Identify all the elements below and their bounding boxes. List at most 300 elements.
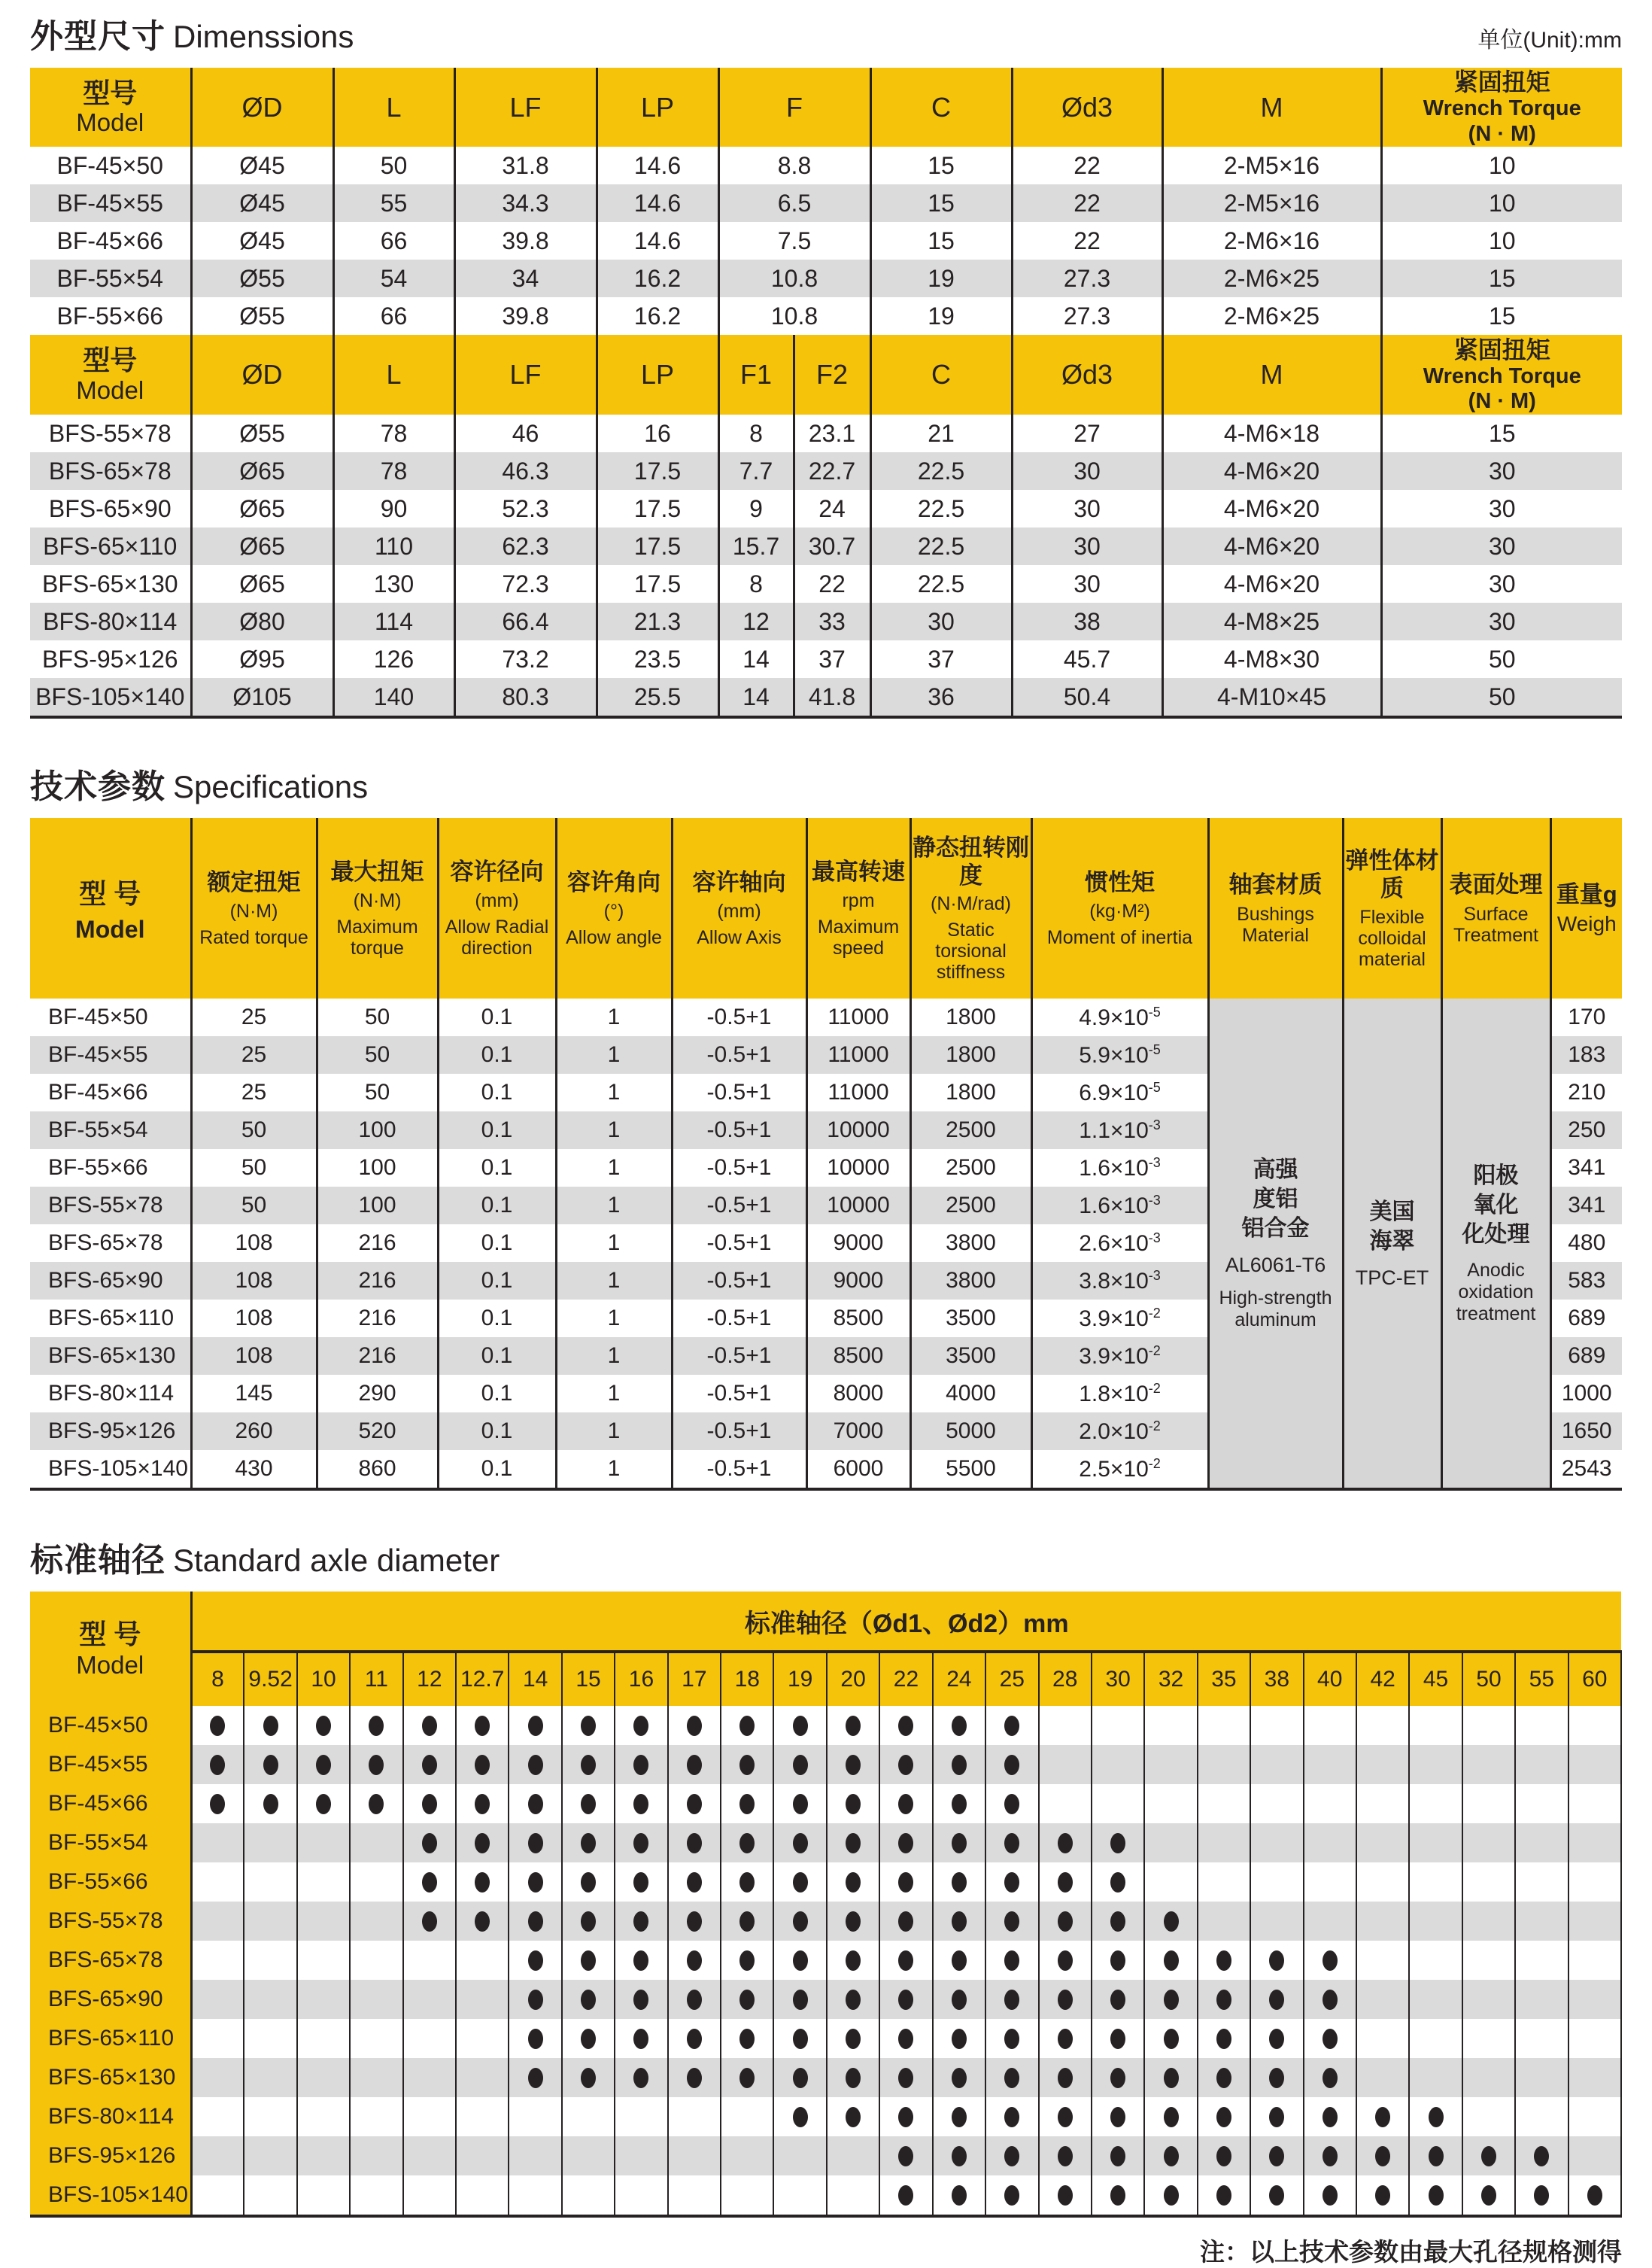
spec-cell: 290 [317, 1375, 438, 1412]
dim-cell: 66 [333, 297, 454, 335]
axle-cell [1515, 1902, 1568, 1941]
axle-cell [1462, 1784, 1515, 1823]
dim-cell: 22 [794, 565, 870, 603]
axle-cell [1462, 2097, 1515, 2136]
axle-cell [1462, 1823, 1515, 1862]
dim-cell: 110 [333, 527, 454, 565]
axle-cell [1092, 2175, 1144, 2216]
spec-cell: 689 [1568, 1343, 1606, 1369]
dot-marker [1004, 1990, 1019, 2010]
dim-cell: 114 [333, 603, 454, 640]
axle-cell [615, 1902, 667, 1941]
dim-cell: 25.5 [597, 678, 718, 717]
axle-cell [1092, 1941, 1144, 1980]
dot-marker [1323, 2068, 1338, 2088]
axle-cell [1198, 2019, 1250, 2058]
material-zh [1344, 1197, 1441, 1256]
axle-cell [1356, 1862, 1409, 1902]
spec-cell: 583 [1568, 1268, 1606, 1294]
dot-marker [475, 1755, 490, 1775]
axle-cell [350, 1862, 402, 1902]
dim-cell: 46.3 [454, 452, 597, 490]
spec-cell: 3800 [910, 1262, 1031, 1300]
spec-cell: 25 [191, 1036, 317, 1074]
dot-marker [1375, 2107, 1390, 2127]
dot-marker [1164, 2146, 1179, 2166]
dot-marker [898, 1950, 913, 1971]
dot-marker [687, 1794, 702, 1814]
axle-cell [1198, 1823, 1250, 1862]
axle-diameter-header: 10 [297, 1652, 350, 1706]
axle-cell [1039, 1823, 1092, 1862]
axle-cell [1462, 1941, 1515, 1980]
header-en: Allow angle [566, 926, 662, 948]
axle-cell [933, 1980, 985, 2019]
axle-cell [350, 1706, 402, 1745]
axle-cell [615, 1745, 667, 1784]
dot-marker [581, 1716, 596, 1736]
axle-cell [1356, 2136, 1409, 2175]
dot-marker [369, 1755, 384, 1775]
axle-cell [773, 1862, 826, 1902]
spec-cell: 50 [191, 1187, 317, 1224]
axle-cell [827, 2019, 879, 2058]
dot-marker [1269, 2029, 1284, 2049]
axle-cell [985, 1980, 1038, 2019]
dot-marker [528, 1911, 543, 1932]
dot-marker [1110, 2107, 1125, 2127]
dot-marker [846, 2029, 861, 2049]
axle-span-header [191, 1592, 1621, 1652]
spec-cell: 0.1 [438, 1224, 556, 1262]
table-row [30, 1941, 1621, 1980]
axle-cell [244, 1941, 296, 1980]
spec-cell: 341 [1568, 1155, 1606, 1181]
dim-cell: 30 [1488, 607, 1516, 635]
spec-cell: 9000 [806, 1224, 910, 1262]
dot-marker [1004, 1716, 1019, 1736]
header-sub: (kg·M²) [1089, 900, 1150, 922]
dim-cell: 39.8 [454, 297, 597, 335]
axle-cell [350, 1941, 402, 1980]
dot-marker [475, 1716, 490, 1736]
axle-cell [456, 1941, 509, 1980]
dim-cell: 30 [1012, 452, 1162, 490]
col-header-c: C [870, 335, 1012, 415]
axle-diameter-header: 9.52 [244, 1652, 296, 1706]
dot-marker [528, 2029, 543, 2049]
axle-cell [668, 2019, 721, 2058]
dot-marker [1534, 2185, 1549, 2206]
spec-cell: 216 [317, 1224, 438, 1262]
dot-marker [1587, 2185, 1602, 2206]
axle-cell [1144, 1862, 1197, 1902]
header-en: Bushings Material [1237, 903, 1314, 946]
axle-diameter-header: 42 [1356, 1652, 1409, 1706]
axle-cell [1198, 1862, 1250, 1902]
model-cell: BFS-65×110 [30, 2019, 191, 2058]
spec-cell: -0.5+1 [672, 1262, 806, 1300]
axle-cell [562, 1941, 615, 1980]
dim-bf-header-section [30, 68, 1622, 147]
dim-cell: 4-M6×20 [1162, 527, 1381, 565]
spec-cell: 7000 [806, 1412, 910, 1450]
axle-cell [509, 2175, 561, 2216]
axle-cell [1144, 1902, 1197, 1941]
dot-marker [793, 2107, 808, 2127]
spec-header-rated-torque [191, 818, 317, 999]
exponent: -2 [1148, 1380, 1161, 1396]
axle-diameter-header: 16 [615, 1652, 667, 1706]
dot-marker [898, 1794, 913, 1814]
axle-cell [350, 2136, 402, 2175]
axle-cell [403, 1941, 456, 1980]
dim-cell: 27.3 [1012, 260, 1162, 297]
dot-marker [581, 2068, 596, 2088]
table-row [30, 2097, 1621, 2136]
axle-cell [827, 1745, 879, 1784]
axle-cell [827, 1980, 879, 2019]
axle-cell [1462, 1745, 1515, 1784]
dot-marker [1110, 1872, 1125, 1893]
axle-cell [244, 2058, 296, 2097]
model-cell: BFS-95×126 [30, 1412, 191, 1450]
dim-cell: 39.8 [454, 222, 597, 260]
spec-cell: 0.1 [438, 1412, 556, 1450]
axle-cell [933, 1745, 985, 1784]
axle-cell [1250, 2136, 1303, 2175]
axle-cell [773, 1823, 826, 1862]
dot-marker [1058, 1950, 1073, 1971]
spec-cell: 216 [317, 1300, 438, 1337]
axle-diameter-header: 25 [985, 1652, 1038, 1706]
spec-header-max-speed [806, 818, 910, 999]
dot-marker [1110, 2185, 1125, 2206]
header-zh: 轴套材质 [1228, 871, 1323, 898]
header-en: Surface Treatment [1453, 903, 1538, 946]
dot-marker [1004, 1794, 1019, 1814]
spec-cell: $3.9\times 10^{-2}$ [1031, 1300, 1208, 1337]
dot-marker [1375, 2185, 1390, 2206]
dot-marker [793, 1716, 808, 1736]
axle-cell [1304, 2136, 1356, 2175]
table-row [30, 1823, 1621, 1862]
dim-cell: 9 [718, 490, 794, 527]
dot-marker [633, 1833, 648, 1853]
axle-cell [1356, 2058, 1409, 2097]
axle-diameter-header: 17 [668, 1652, 721, 1706]
dot-marker [1323, 2107, 1338, 2127]
axle-cell [562, 2136, 615, 2175]
model-cell: BFS-65×78 [30, 452, 191, 490]
dot-marker [1110, 1990, 1125, 2010]
col-header-lp: LP [597, 335, 718, 415]
spec-cell: 108 [191, 1337, 317, 1375]
model-cell: BF-45×55 [30, 1745, 191, 1784]
spec-cell: -0.5+1 [672, 1375, 806, 1412]
col-header-f: F [718, 68, 870, 147]
model-cell: BFS-105×140 [30, 2175, 191, 2216]
dot-marker [475, 1872, 490, 1893]
axle-cell [191, 2097, 244, 2136]
table-row [30, 1862, 1621, 1902]
footnote: 注：以上技术参数由最大孔径规格测得 [1200, 2238, 1622, 2266]
spec-cell: 1800 [910, 1036, 1031, 1074]
axle-cell [350, 1823, 402, 1862]
axle-cell [985, 2175, 1038, 2216]
axle-cell [509, 1706, 561, 1745]
dim-cell: 14 [718, 640, 794, 678]
axle-cell [933, 2175, 985, 2216]
axle-cell [1092, 1745, 1144, 1784]
spec-cell: 860 [317, 1450, 438, 1489]
axle-cell [1568, 1902, 1621, 1941]
model-cell: BFS-80×114 [30, 603, 191, 640]
dot-marker [633, 1755, 648, 1775]
axle-cell [933, 2058, 985, 2097]
axle-diameter-header: 24 [933, 1652, 985, 1706]
dot-marker [528, 1755, 543, 1775]
axle-cell [1250, 1823, 1303, 1862]
axle-cell [773, 2058, 826, 2097]
axle-cell [668, 1980, 721, 2019]
section-title-dimensions [30, 9, 354, 57]
model-cell: BFS-80×114 [30, 1375, 191, 1412]
axle-cell [562, 1784, 615, 1823]
axle-diameter-header: 60 [1568, 1652, 1621, 1706]
axle-cell [1462, 1706, 1515, 1745]
dim-cell: 14.6 [597, 184, 718, 222]
axle-diameter-header: 22 [879, 1652, 932, 1706]
spec-cell: 1 [556, 1036, 672, 1074]
header-en: Static torsional stiffness [935, 920, 1007, 984]
dim-cell: 50 [1488, 683, 1516, 710]
material-zh [1443, 1161, 1550, 1249]
dim-cell: 21.3 [597, 603, 718, 640]
model-cell: BFS-65×110 [30, 527, 191, 565]
dot-marker [422, 1872, 437, 1893]
spec-cell: 3500 [910, 1337, 1031, 1375]
spec-cell: 25 [191, 1074, 317, 1111]
dot-marker [263, 1755, 278, 1775]
axle-cell [1198, 1902, 1250, 1941]
axle-cell [1462, 1902, 1515, 1941]
axle-cell [509, 1980, 561, 2019]
dot-marker [1004, 1872, 1019, 1893]
spec-header-model [30, 818, 191, 999]
axle-cell [1356, 1823, 1409, 1862]
axle-cell [456, 1745, 509, 1784]
dot-marker [793, 2068, 808, 2088]
col-header-lf: LF [454, 335, 597, 415]
dot-marker [1004, 1911, 1019, 1932]
dim-cell: 7.5 [718, 222, 870, 260]
axle-cell [350, 1980, 402, 2019]
table-row [30, 640, 1622, 678]
spec-cell: 8500 [806, 1300, 910, 1337]
table-row [30, 490, 1622, 527]
dim-cell: 2-M5×16 [1162, 184, 1381, 222]
axle-cell [562, 2175, 615, 2216]
dot-marker [633, 1950, 648, 1971]
dim-cell: 24 [794, 490, 870, 527]
spec-cell: $4.9\times 10^{-5}$ [1031, 999, 1208, 1036]
spec-cell: -0.5+1 [672, 1450, 806, 1489]
dot-marker [1269, 2185, 1284, 2206]
axle-cell [456, 1784, 509, 1823]
dot-marker [1323, 2185, 1338, 2206]
axle-cell [985, 1823, 1038, 1862]
surface-treatment-cell [1441, 999, 1550, 1489]
table-row [30, 297, 1622, 335]
exponent: -3 [1148, 1117, 1161, 1132]
spec-cell: $3.9\times 10^{-2}$ [1031, 1337, 1208, 1375]
axle-span-label: 标准轴径（Ød1、Ød2）mm [744, 1609, 1069, 1638]
axle-cell [1304, 1902, 1356, 1941]
axle-cell [456, 2175, 509, 2216]
spec-cell: -0.5+1 [672, 1337, 806, 1375]
header-en: Allow Axis [697, 926, 782, 948]
header-en: Maximum torque [336, 916, 418, 959]
spec-cell: 1 [556, 1375, 672, 1412]
dim-cell: Ø65 [191, 527, 333, 565]
dot-marker [793, 1950, 808, 1971]
model-cell: BF-45×50 [30, 1706, 191, 1745]
axle-cell [350, 1745, 402, 1784]
axle-cell [1250, 2058, 1303, 2097]
col-header-od: ØD [191, 68, 333, 147]
spec-cell: $2.0\times 10^{-2}$ [1031, 1412, 1208, 1450]
header-zh: 最高转速 [812, 859, 905, 886]
dot-marker [422, 1716, 437, 1736]
exponent: -3 [1148, 1230, 1161, 1245]
spec-header-surface [1441, 818, 1550, 999]
dim-cell: 27.3 [1012, 297, 1162, 335]
dot-marker [846, 1950, 861, 1971]
col-header-m: M [1162, 68, 1381, 147]
col-header-f2: F2 [794, 335, 870, 415]
spec-cell: 0.1 [438, 1111, 556, 1149]
table-row [30, 2136, 1621, 2175]
axle-model-header [30, 1592, 191, 1706]
axle-diameter-header-row [30, 1652, 1621, 1706]
dot-marker [1058, 1990, 1073, 2010]
axle-cell [1409, 2175, 1462, 2216]
spec-cell: 145 [191, 1375, 317, 1412]
table-row [30, 2019, 1621, 2058]
axle-cell [1409, 1823, 1462, 1862]
axle-cell [879, 1823, 932, 1862]
dot-marker [952, 2107, 967, 2127]
axle-cell [985, 2136, 1038, 2175]
col-header-l: L [333, 335, 454, 415]
dot-marker [369, 1794, 384, 1814]
dim-cell: 22.5 [870, 452, 1012, 490]
axle-cell [1250, 1980, 1303, 2019]
dim-cell: 62.3 [454, 527, 597, 565]
dim-cell: 30 [1012, 565, 1162, 603]
dim-cell: 7.7 [718, 452, 794, 490]
model-header-zh: 型 号 [79, 1618, 141, 1649]
dim-cell: 78 [333, 452, 454, 490]
model-cell: BFS-65×130 [30, 2058, 191, 2097]
axle-cell [721, 2175, 773, 2216]
dot-marker [687, 1716, 702, 1736]
axle-cell [721, 2019, 773, 2058]
axle-cell [615, 1941, 667, 1980]
exponent: -2 [1148, 1305, 1161, 1321]
table-row [30, 1745, 1621, 1784]
axle-cell [350, 2097, 402, 2136]
axle-cell [827, 2058, 879, 2097]
dot-marker [422, 1755, 437, 1775]
dim-cell: 30 [1012, 527, 1162, 565]
axle-cell [562, 1980, 615, 2019]
dim-cell: 30 [1488, 570, 1516, 597]
dot-marker [898, 2185, 913, 2206]
dot-marker [316, 1716, 331, 1736]
axle-cell [879, 1706, 932, 1745]
table-row [30, 147, 1622, 184]
axle-cell [615, 1823, 667, 1862]
header-sub: (N·M) [353, 889, 402, 911]
model-cell: BFS-105×140 [30, 1450, 191, 1489]
col-header-lp: LP [597, 68, 718, 147]
dim-cell: 17.5 [597, 527, 718, 565]
dot-marker [952, 1755, 967, 1775]
dot-marker [422, 1794, 437, 1814]
axle-header-section [30, 1592, 1621, 1706]
model-cell: BFS-80×114 [30, 2097, 191, 2136]
axle-cell [562, 1902, 615, 1941]
axle-cell [985, 1745, 1038, 1784]
dim-cell: 23.1 [794, 415, 870, 452]
spec-cell: 1 [556, 1111, 672, 1149]
table-row [30, 678, 1622, 717]
dot-marker [422, 1911, 437, 1932]
axle-cell [773, 1980, 826, 2019]
spec-cell: 2500 [910, 1149, 1031, 1187]
dot-marker [1110, 1911, 1125, 1932]
axle-cell [668, 1784, 721, 1823]
model-header [30, 335, 191, 415]
axle-cell [1092, 1823, 1144, 1862]
dim-cell: 10 [1488, 151, 1516, 179]
axle-cell [1039, 1941, 1092, 1980]
material-en: High-strength aluminum [1219, 1288, 1332, 1331]
axle-cell [1568, 2058, 1621, 2097]
dot-marker [1269, 1950, 1284, 1971]
dot-marker [793, 1990, 808, 2010]
axle-cell [509, 2019, 561, 2058]
model-cell: BF-55×54 [30, 260, 191, 297]
axle-cell [1462, 1980, 1515, 2019]
axle-diameter-header: 20 [827, 1652, 879, 1706]
dim-cell: 4-M6×20 [1162, 490, 1381, 527]
axle-cell [1144, 2175, 1197, 2216]
axle-cell [668, 1706, 721, 1745]
axle-cell [668, 1862, 721, 1902]
dot-marker [1004, 2107, 1019, 2127]
axle-cell [1250, 2097, 1303, 2136]
axle-cell [985, 2058, 1038, 2097]
axle-cell [879, 1784, 932, 1823]
dot-marker [952, 2146, 967, 2166]
axle-cell [879, 1745, 932, 1784]
axle-diameter-header: 55 [1515, 1652, 1568, 1706]
axle-cell [933, 1862, 985, 1902]
axle-cell [1039, 1980, 1092, 2019]
